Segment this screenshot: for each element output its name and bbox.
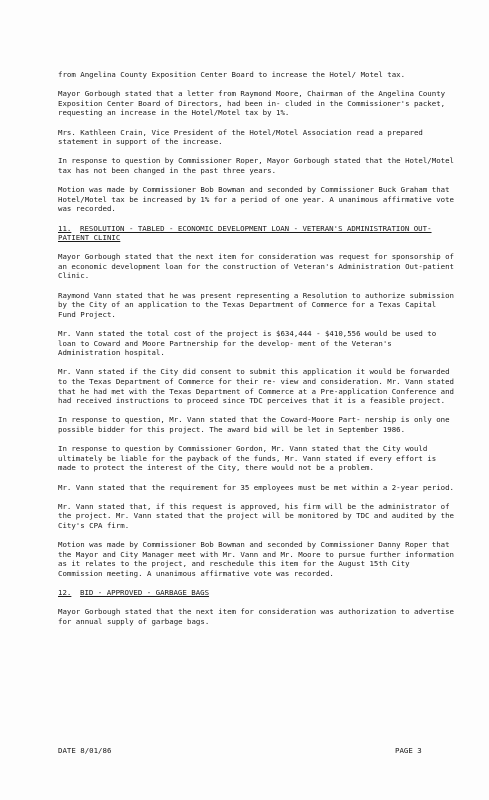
paragraph-11-7: Mr. Vann stated that the requirement for 35 employees must be met within a 2-year period. [58, 482, 455, 492]
paragraph-11-4: Mr. Vann stated if the City did consent to submit this application it would be forwarded to the Texas Department of Commerce for their re- view and consideration. Mr. Vann stated that he had met with the Texas Department of Commerce at a Pre-application Conference and had received instructions to proceed since TDC perceives that it is a feasible project. [58, 367, 455, 406]
paragraph-a3: In response to question by Commissioner Roper, Mayor Gorbough stated that the Hotel/Motel tax has not been changed in the past three years. [58, 156, 455, 175]
section-11-heading [58, 224, 458, 243]
intro-text: from Angelina County Exposition Center Board to increase the Hotel/ Motel tax. [58, 70, 406, 79]
footer-date: DATE 8/01/86 [58, 746, 112, 755]
paragraph-11-2: Raymond Vann stated that he was present representing a Resolution to authorize submission by the City of an application to the Texas Department of Commerce for a Texas Capital Fund Project. [58, 290, 455, 319]
paragraph-11-9: Motion was made by Commissioner Bob Bowman and seconded by Commissioner Danny Roper that the Mayor and City Manager meet with Mr. Vann and Mr. Moore to pursue further information as it relates to the project, and reschedule this item for the August 15th City Commission meeting. A unanimous affirmative vote was recorded. [58, 540, 455, 578]
section-12-number: 12. [58, 588, 72, 598]
paragraph-11-8: Mr. Vann stated that, if this request is approved, his firm will be the administrator of the project. Mr. Vann stated that the project will be monitored by TDC and audited by the City's CPA firm. [58, 501, 455, 530]
section-12-title: BID - APPROVED - GARBAGE BAGS [80, 588, 210, 598]
section-11-number: 11. [58, 223, 72, 233]
footer-page-number: PAGE 3 [395, 746, 422, 755]
paragraph-12-1: Mayor Gorbough stated that the next item for consideration was authorization to advertise for annual supply of garbage bags. [58, 607, 455, 626]
paragraph-11-3: Mr. Vann stated the total cost of the project is $634,444 - $410,556 would be used to loan to Coward and Moore Partnership for the develop- ment of the Veteran's Administration hospital. [58, 329, 437, 358]
section-11-title: RESOLUTION - TABLED - ECONOMIC DEVELOPMENT LOAN - VETERAN'S ADMINISTRATION OUT-PATIENT CLINIC [58, 223, 432, 243]
paragraph-a4: Motion was made by Commissioner Bob Bowman and seconded by Commissioner Buck Graham that Hotel/Motel tax be increased by 1% for a period of one year. A unanimous affirmative vote was recorded. [58, 185, 455, 214]
section-12-heading [58, 588, 458, 598]
paragraph-11-5: In response to question, Mr. Vann stated that the Coward-Moore Part- nership is only one possible bidder for this project. The award bid will be let in September 1986. [58, 415, 450, 434]
document-body [58, 70, 458, 636]
paragraph-11-6: In response to question by Commissioner Gordon, Mr. Vann stated that the City would ultimately be liable for the payback of the funds, Mr. Vann stated if every effort is made to protect the interest of the City, there would not be a problem. [58, 444, 437, 473]
paragraph-a2: Mrs. Kathleen Crain, Vice President of the Hotel/Motel Association read a prepared statement in support of the increase. [58, 127, 423, 147]
paragraph-11-1: Mayor Gorbough stated that the next item for consideration was request for sponsorship of an economic development loan for the construction of Veteran's Administration Out-patient Clinic. [58, 252, 455, 281]
paragraph-a1: Mayor Gorbough stated that a letter from Raymond Moore, Chairman of the Angelina County Exposition Center Board of Directors, had been in- cluded in the Commissioner's packet, requesting an increase in the Hotel/Motel tax by 1%. [58, 89, 446, 118]
